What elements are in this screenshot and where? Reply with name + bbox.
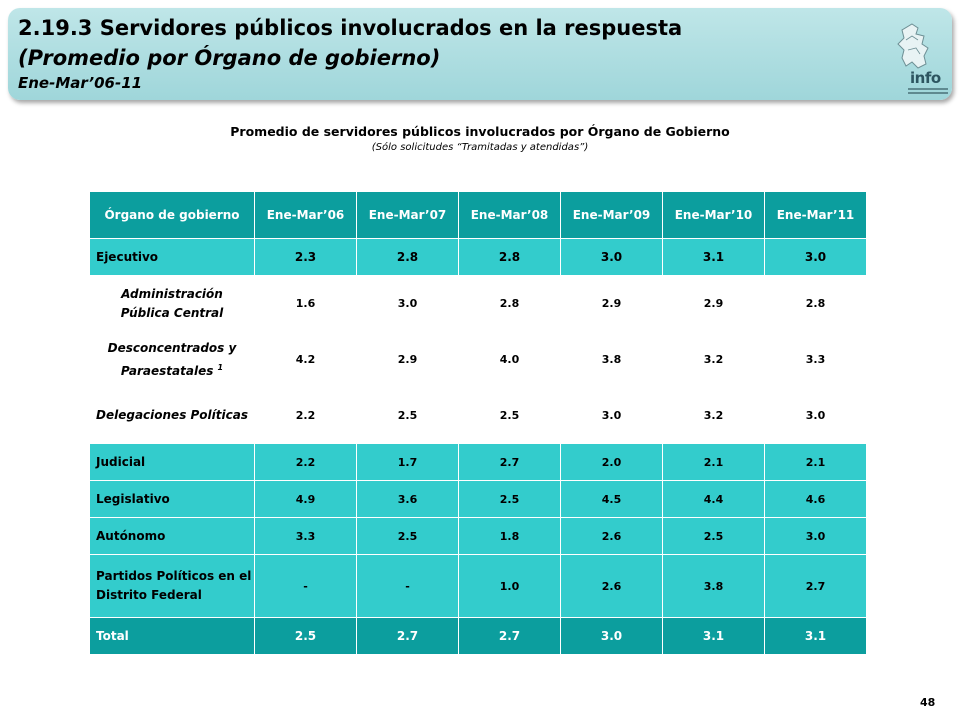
table-cell: 4.2	[255, 332, 357, 388]
table-cell: 2.0	[561, 444, 663, 481]
table-cell: 2.9	[357, 332, 459, 388]
table-cell: 3.0	[357, 276, 459, 332]
map-icon	[888, 22, 950, 70]
row-label: Total	[90, 618, 255, 655]
table-cell: 3.8	[663, 555, 765, 618]
table-cell: 1.7	[357, 444, 459, 481]
table-cell: -	[255, 555, 357, 618]
logo-text: info	[910, 69, 941, 87]
table-cell: 2.1	[765, 444, 867, 481]
table-cell: 2.6	[561, 518, 663, 555]
page-period: Ene-Mar’06-11	[18, 74, 143, 92]
table-cell: 2.3	[255, 239, 357, 276]
row-label: Autónomo	[90, 518, 255, 555]
table-cell: 2.8	[459, 276, 561, 332]
table-cell: 3.6	[357, 481, 459, 518]
table-cell: 2.5	[357, 518, 459, 555]
table-cell: 3.0	[765, 388, 867, 444]
table-cell: 2.5	[357, 388, 459, 444]
table-row	[90, 388, 867, 444]
table-cell: 3.1	[663, 239, 765, 276]
table-cell: 2.6	[561, 555, 663, 618]
table-cell: 2.2	[255, 388, 357, 444]
table-cell: 3.1	[663, 618, 765, 655]
table-cell: 2.8	[459, 239, 561, 276]
row-label: Administración Pública Central	[90, 276, 255, 332]
table-cell: 3.8	[561, 332, 663, 388]
table-cell: 3.3	[765, 332, 867, 388]
table-cell: 2.7	[459, 444, 561, 481]
table-row	[90, 444, 867, 481]
table-cell: 3.1	[765, 618, 867, 655]
page-number: 48	[920, 696, 936, 709]
table-cell: 4.5	[561, 481, 663, 518]
table-cell: 1.0	[459, 555, 561, 618]
total-row	[90, 618, 867, 655]
table-cell: 2.8	[765, 276, 867, 332]
table-row	[90, 481, 867, 518]
table-row	[90, 239, 867, 276]
table-cell: 4.6	[765, 481, 867, 518]
table-cell: 1.6	[255, 276, 357, 332]
table-cell: 3.2	[663, 388, 765, 444]
logo-fine-print	[908, 88, 948, 90]
table-cell: 3.0	[561, 388, 663, 444]
data-table	[89, 191, 867, 655]
row-label: Ejecutivo	[90, 239, 255, 276]
table-cell: 3.0	[765, 239, 867, 276]
column-header: Ene-Mar’06	[255, 192, 357, 239]
table-header-row	[90, 192, 867, 239]
row-label-text: Desconcentrados y Paraestatales	[107, 340, 237, 378]
column-header: Ene-Mar’08	[459, 192, 561, 239]
table-row	[90, 276, 867, 332]
table-cell: 2.8	[357, 239, 459, 276]
page-title: 2.19.3 Servidores públicos involucrados en la respuesta	[18, 16, 683, 40]
table-cell: 2.7	[765, 555, 867, 618]
table-cell: 2.2	[255, 444, 357, 481]
table-cell: 2.5	[663, 518, 765, 555]
column-header: Ene-Mar’09	[561, 192, 663, 239]
column-header: Ene-Mar’10	[663, 192, 765, 239]
page-subtitle: (Promedio por Órgano de gobierno)	[18, 46, 441, 70]
table-row	[90, 555, 867, 618]
table-row	[90, 332, 867, 388]
info-logo	[888, 22, 950, 102]
table-cell: -	[357, 555, 459, 618]
row-label: Judicial	[90, 444, 255, 481]
header-banner	[8, 8, 952, 100]
table-cell: 3.0	[765, 518, 867, 555]
table-cell: 3.2	[663, 332, 765, 388]
table-cell: 3.0	[561, 239, 663, 276]
table-cell: 2.9	[663, 276, 765, 332]
table-cell: 4.9	[255, 481, 357, 518]
table-cell: 1.8	[459, 518, 561, 555]
column-header: Ene-Mar’07	[357, 192, 459, 239]
table-cell: 2.7	[357, 618, 459, 655]
table-cell: 3.3	[255, 518, 357, 555]
table-cell: 3.0	[561, 618, 663, 655]
table-cell: 4.4	[663, 481, 765, 518]
column-header: Órgano de gobierno	[90, 192, 255, 239]
table-cell: 2.1	[663, 444, 765, 481]
row-label: Partidos Políticos en el Distrito Federal	[90, 555, 255, 618]
column-header: Ene-Mar’11	[765, 192, 867, 239]
table-cell: 2.5	[255, 618, 357, 655]
table-cell: 2.9	[561, 276, 663, 332]
footnote-marker: 1	[217, 362, 224, 372]
table-caption: Promedio de servidores públicos involucrados por Órgano de Gobierno	[230, 124, 730, 139]
table-note: (Sólo solicitudes “Tramitadas y atendidas”)	[371, 142, 589, 153]
row-label: Delegaciones Políticas	[90, 388, 255, 444]
table-row	[90, 518, 867, 555]
table-cell: 2.5	[459, 481, 561, 518]
row-label: Legislativo	[90, 481, 255, 518]
table-cell: 2.7	[459, 618, 561, 655]
table-cell: 4.0	[459, 332, 561, 388]
table-cell: 2.5	[459, 388, 561, 444]
row-label	[90, 332, 255, 388]
